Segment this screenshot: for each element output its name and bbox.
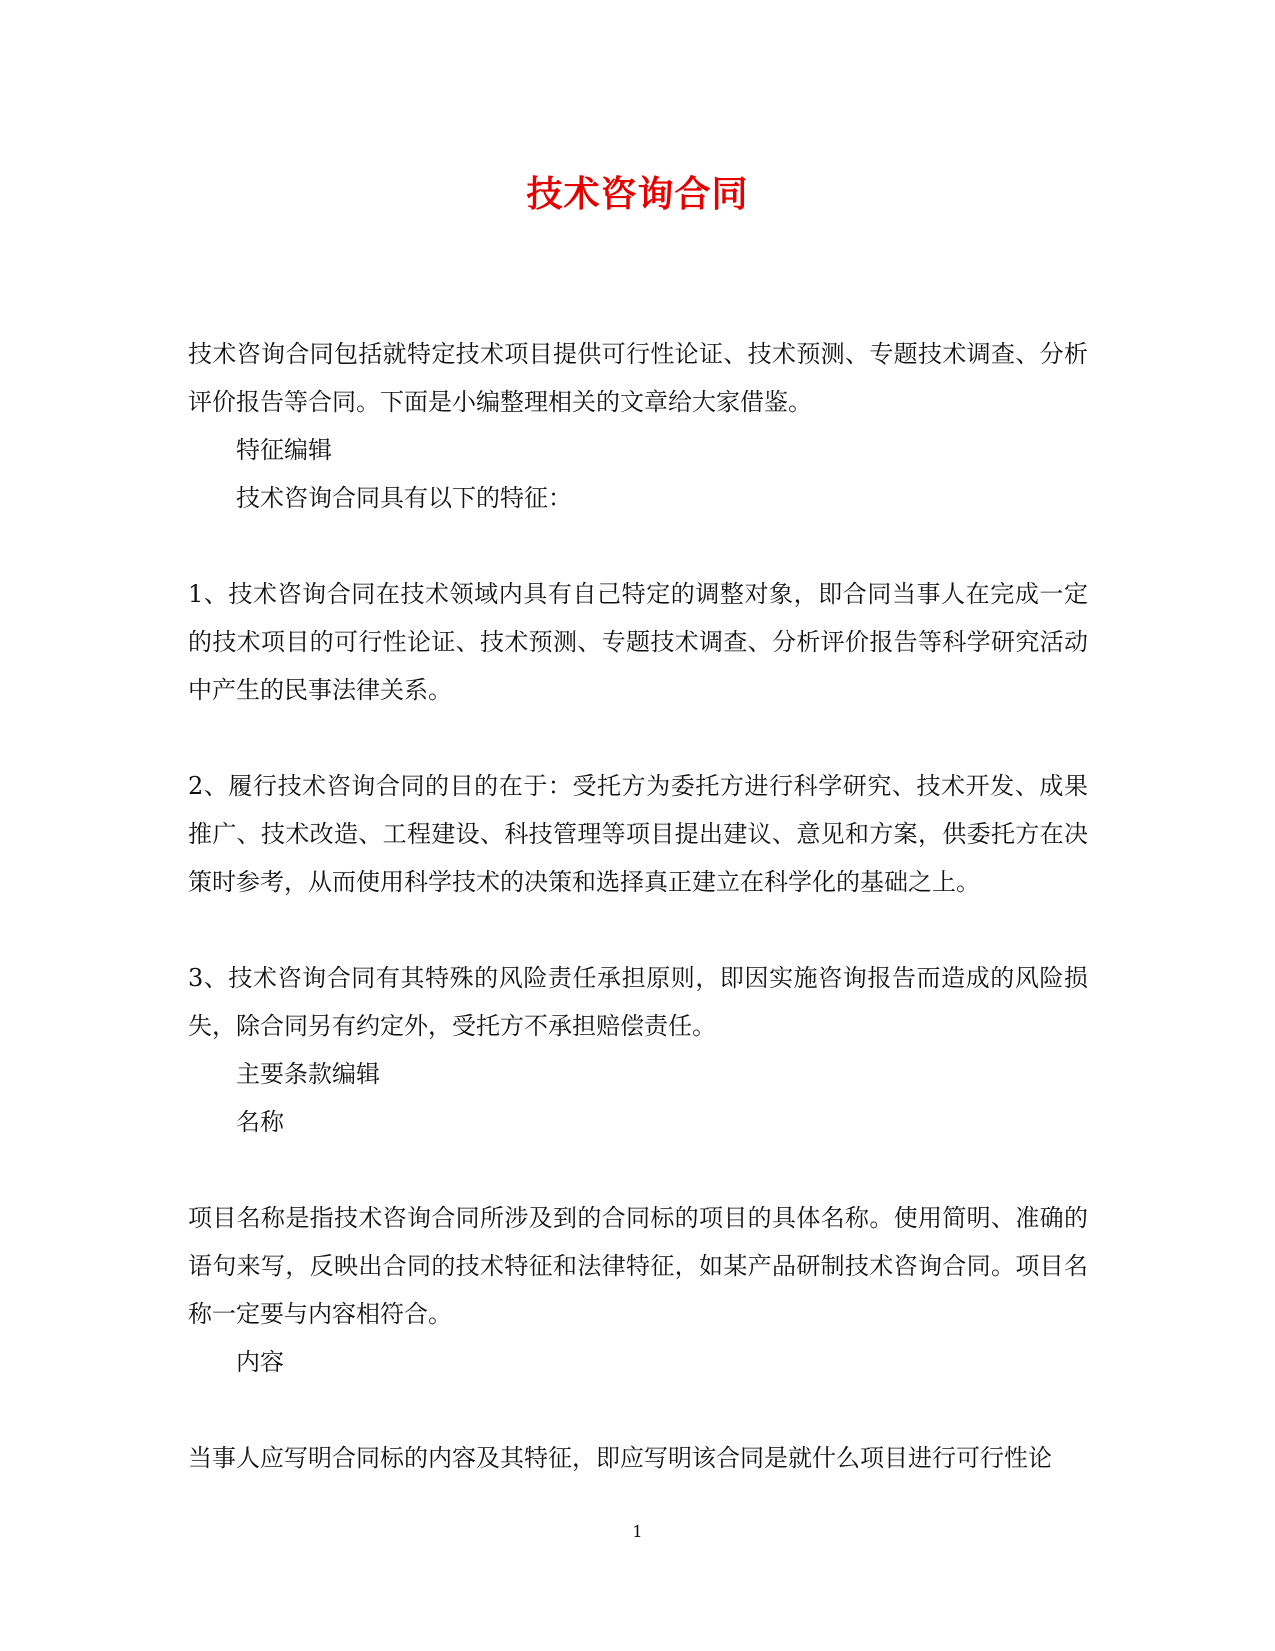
section-heading-features: 特征编辑 [236,436,332,464]
features-intro: 技术咨询合同具有以下的特征： [236,484,572,512]
content-paragraph: 当事人应写明合同标的内容及其特征，即应写明该合同是就什么项目进行可行性论 [188,1444,1052,1472]
document-body [188,330,1088,1482]
feature-item-2: 2、履行技术咨询合同的目的在于：受托方为委托方进行科学研究、技术开发、成果推广、技术改造、工程建设、科技管理等项目提出建议、意见和方案，供委托方在决策时参考，从而使用科学技术的决策和选择真正建立在科学化的基础之上。 [188,772,1088,896]
intro-paragraph: 技术咨询合同包括就特定技术项目提供可行性论证、技术预测、专题技术调查、分析评价报告等合同。下面是小编整理相关的文章给大家借鉴。 [188,340,1088,416]
section-heading-main-clauses: 主要条款编辑 [236,1060,380,1088]
subheading-content: 内容 [236,1348,284,1376]
page-number: 1 [632,1522,643,1541]
document-title: 技术咨询合同 [526,173,749,215]
name-paragraph: 项目名称是指技术咨询合同所涉及到的合同标的项目的具体名称。使用简明、准确的语句来写，反映出合同的技术特征和法律特征，如某产品研制技术咨询合同。项目名称一定要与内容相符合。 [188,1204,1088,1328]
feature-item-3: 3、技术咨询合同有其特殊的风险责任承担原则，即因实施咨询报告而造成的风险损失，除合同另有约定外，受托方不承担赔偿责任。 [188,964,1088,1040]
feature-item-1: 1、技术咨询合同在技术领域内具有自己特定的调整对象，即合同当事人在完成一定的技术项目的可行性论证、技术预测、专题技术调查、分析评价报告等科学研究活动中产生的民事法律关系。 [188,580,1088,704]
subheading-name: 名称 [236,1108,284,1136]
